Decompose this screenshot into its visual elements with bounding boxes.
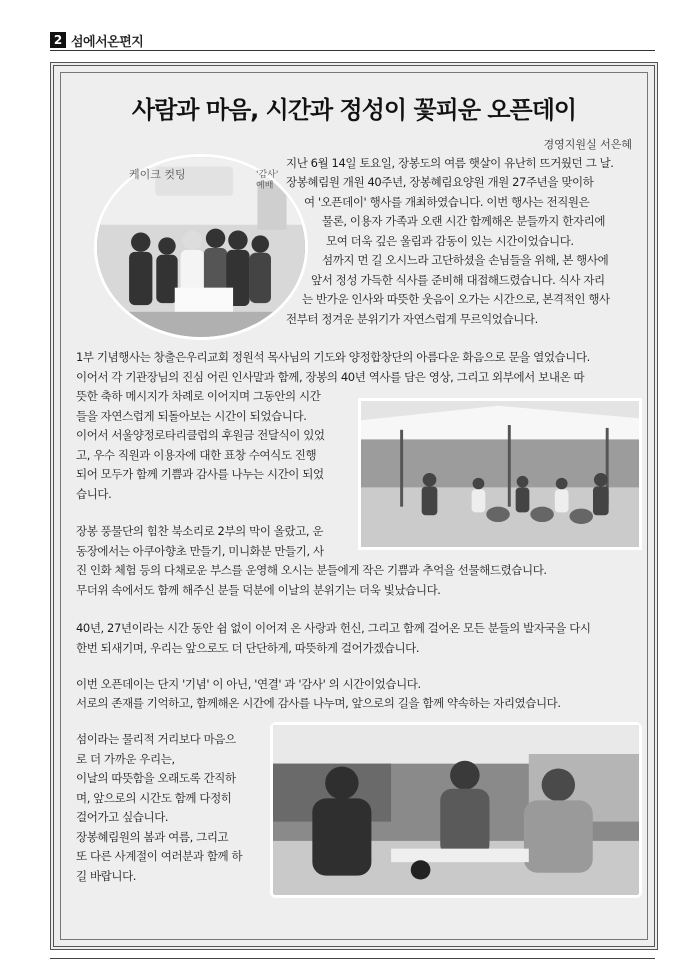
- header-rule: [50, 50, 655, 51]
- para1-line: 지난 6월 14일 토요일, 장봉도의 여름 햇살이 유난히 뜨거웠던 그 날.: [286, 156, 614, 170]
- article-title: 사람과 마음, 시간과 정성이 꽃피운 오픈데이: [131, 96, 577, 124]
- drum-performance-photo: [358, 398, 642, 550]
- para2-line: 뜻한 축하 메시지가 차례로 이어지며 그동안의 시간: [76, 389, 321, 403]
- footer-rule: [50, 958, 655, 959]
- newsletter-name: 섬에서온편지: [71, 34, 144, 50]
- para1-line: 물론, 이용자 가족과 오랜 시간 함께해온 분들까지 한자리에: [322, 214, 606, 228]
- para1-line: 섬까지 먼 길 오시느라 고단하셨을 손님들을 위해, 본 행사에: [322, 253, 609, 267]
- para3-line: 무더위 속에서도 함께 해주신 분들 덕분에 이날의 분위기는 더욱 빛났습니다.: [76, 583, 441, 597]
- article-frame: [50, 62, 658, 950]
- para6-line: 길 바랍니다.: [76, 869, 137, 883]
- para6-line: 또 다른 사계절이 여러분과 함께 하: [76, 849, 243, 863]
- para2-line: 1부 기념행사는 창출은우리교회 정원석 목사님의 기도와 양정합창단의 아름다운 화음으로 문을 열었습니다.: [76, 350, 590, 364]
- para1-line: 모여 더욱 깊은 울림과 감동이 있는 시간이었습니다.: [326, 234, 574, 248]
- para6-line: 섬이라는 물리적 거리보다 마음으: [76, 732, 236, 746]
- para1-line: 전부터 정겨운 분위기가 자연스럽게 무르익었습니다.: [286, 312, 538, 326]
- para3-line: 진 인화 체험 등의 다채로운 부스를 운영해 오시는 분들에게 작은 기쁨과 추억을 선물해드렸습니다.: [76, 563, 547, 577]
- para3-line: 동장에서는 아쿠아향초 만들기, 미니화분 만들기, 사: [76, 544, 324, 558]
- para2-line: 고, 우수 직원과 이용자에 대한 표창 수여식도 진행: [76, 448, 317, 462]
- para6-line: 걸어가고 싶습니다.: [76, 810, 169, 824]
- para6-line: 로 더 가까운 우리는,: [76, 752, 175, 766]
- para6-line: 장봉혜림원의 봄과 여름, 그리고: [76, 830, 229, 844]
- para6-line: 며, 앞으로의 시간도 함께 다정히: [76, 791, 232, 805]
- para2-line: 들을 자연스럽게 되돌아보는 시간이 되었습니다.: [76, 409, 307, 423]
- booth-activity-photo: [270, 722, 642, 898]
- para2-line: 습니다.: [76, 487, 112, 501]
- para1-line: 여 '오픈데이' 행사를 개최하였습니다. 이번 행사는 전직원은: [304, 195, 590, 209]
- para1-line: 앞서 정성 가득한 식사를 준비해 대접해드렸습니다. 식사 자리: [311, 273, 605, 287]
- page-number: 2: [50, 32, 66, 48]
- page-header: [50, 30, 143, 50]
- para6-line: 이날의 따뜻함을 오래도록 간직하: [76, 771, 236, 785]
- para2-line: 이어서 서울양정로타리클럽의 후원금 전달식이 있었: [76, 428, 325, 442]
- para4-line: 40년, 27년이라는 시간 동안 쉼 없이 이어져 온 사랑과 헌신, 그리고 함께 걸어온 모든 분들의 발자국을 다시: [76, 621, 591, 635]
- thanks-banner: '감사' 예배: [256, 170, 279, 191]
- para2-line: 되어 모두가 함께 기쁨과 감사를 나누는 시간이 되었: [76, 467, 324, 481]
- para1-line: 장봉혜림원 개원 40주년, 장봉혜림요양원 개원 27주년을 맞이하: [286, 175, 594, 189]
- para3-line: 장봉 풍물단의 힘찬 북소리로 2부의 막이 올랐고, 운: [76, 524, 324, 538]
- para1-line: 는 반가운 인사와 따뜻한 웃음이 오가는 시간으로, 본격적인 행사: [302, 292, 610, 306]
- article-author: 경영지원실 서은혜: [543, 138, 632, 151]
- para4-line: 한번 되새기며, 우리는 앞으로도 더 단단하게, 따뜻하게 걸어가겠습니다.: [76, 641, 420, 655]
- para5-line: 서로의 존재를 기억하고, 함께해온 시간에 감사를 나누며, 앞으로의 길을 함께 약속하는 자리였습니다.: [76, 696, 561, 710]
- para2-line: 이어서 각 기관장님의 진심 어린 인사말과 함께, 장봉의 40년 역사를 담은 영상, 그리고 외부에서 보내온 따: [76, 370, 585, 384]
- cake-cutting-sign: 케이크 컷팅: [129, 168, 186, 181]
- para5-line: 이번 오픈데이는 단지 '기념' 이 아닌, '연결' 과 '감사' 의 시간이었습니다.: [76, 677, 421, 691]
